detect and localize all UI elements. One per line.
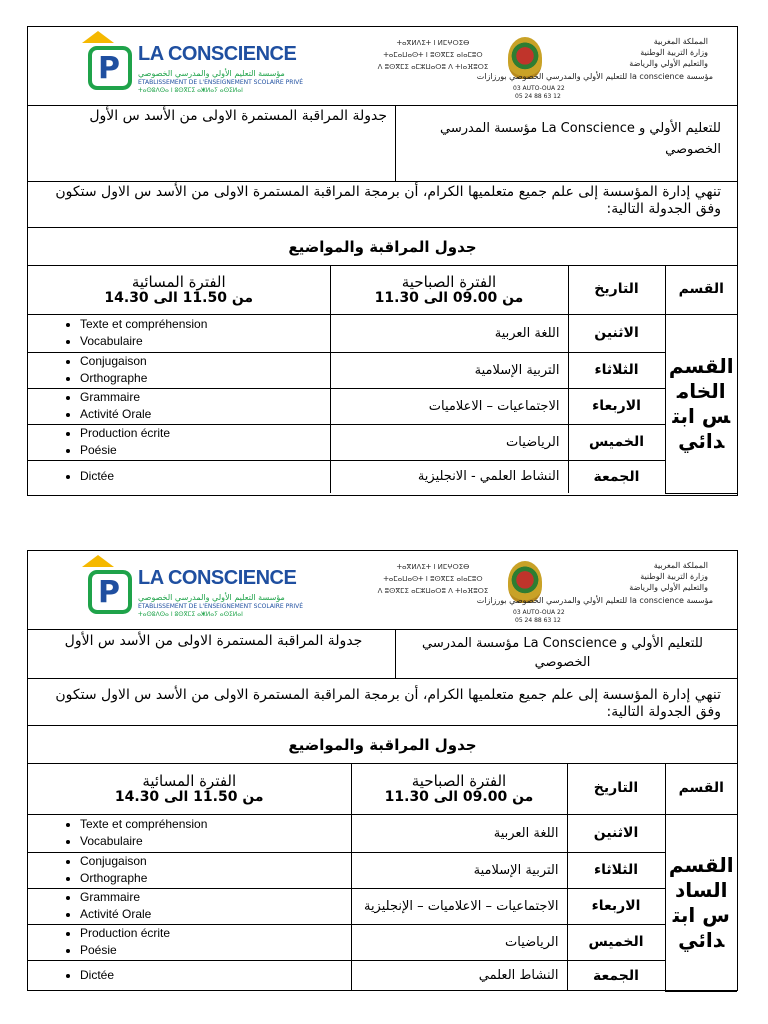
institution-name: للتعليم الأولي و La Conscience مؤسسة المدرسي الخصوصي (422, 636, 703, 670)
ministry-header (363, 559, 713, 625)
ministry-tifinagh-2: ⵜⴰⵎⴰⵡⴰⵙⵜ ⵏ ⵓⵙⴳⵎⵉ ⴰⵏⴰⵎⵓⵔ (383, 575, 483, 583)
morning-header: الفترة الصباحية من 09.00 الى 11.30 (351, 764, 567, 814)
logo-subtitle-tifinagh: ⵜⴰⵙⵓⴷⵙⴰ ⵏ ⵓⵙⴳⵎⵉ ⴰⵥⵍⴰⵢ ⴰⵙⵉⵍⴰⵏ (138, 87, 243, 94)
letterhead (28, 27, 737, 106)
schedule-sheet-grade5 (27, 26, 738, 496)
morning-header: الفترة الصباحية من 09.00 الى 11.30 (330, 266, 568, 314)
table-row (28, 814, 737, 852)
title-row (28, 630, 737, 679)
day-cell: الاربعاء (567, 888, 665, 924)
evening-subject: • Vocabulaire (80, 833, 351, 850)
authorization-code: 03 AUTO-OUA 22 (513, 85, 565, 92)
morning-subject: اللغة العربية (351, 814, 567, 852)
evening-subject: • Orthographe (80, 870, 351, 887)
ministry-header (363, 35, 713, 101)
graduation-cap-icon (82, 555, 114, 567)
morning-subject: الرياضيات (351, 924, 567, 960)
logo-subtitle-fr: ETABLISSEMENT DE L'ENSEIGNEMENT SCOLAIRE PRIVÉ (138, 603, 304, 610)
notice-text: تنهي إدارة المؤسسة إلى علم جميع متعلميها الكرام، أن برمجة المراقبة المستمرة الاولى من الأسد س الاول ستكون وفق الجدولة التالية: (28, 679, 737, 726)
morning-subject: التربية الإسلامية (351, 852, 567, 888)
day-cell: الجمعة (567, 960, 665, 991)
class-name: القسم الخامس ابتدائي (665, 314, 737, 493)
table-row (28, 388, 737, 424)
evening-subject: • Dictée (80, 468, 330, 485)
schedule-sheet-grade6 (27, 550, 738, 991)
evening-subject: • Conjugaison (80, 353, 330, 370)
evening-header: الفترة المسائية من 11.50 الى 14.30 (28, 764, 351, 814)
date-header: التاريخ (568, 266, 665, 314)
day-cell: الثلاثاء (567, 852, 665, 888)
evening-subject: • Activité Orale (80, 406, 330, 423)
evening-subject: • Vocabulaire (80, 333, 330, 350)
class-header: القسم (665, 764, 737, 814)
evening-subject: • Poésie (80, 442, 330, 459)
day-cell: الخميس (568, 424, 665, 460)
ministry-ar-1: المملكة المغربية (653, 37, 708, 46)
logo-subtitle-ar: مؤسسة التعليم الأولي والمدرسي الخصوصي (138, 593, 285, 602)
evening-subject: • Poésie (80, 942, 351, 959)
p-logo-icon: P (88, 46, 132, 90)
exam-schedule-title: جدولة المراقبة المستمرة الاولى من الأسد س الأول (28, 106, 396, 181)
logo-title: LA CONSCIENCE (138, 567, 297, 589)
class-header: القسم (665, 266, 737, 314)
school-logo (58, 555, 304, 625)
evening-subject: • Production écrite (80, 925, 351, 942)
table-row (28, 852, 737, 888)
evening-subject: • Orthographe (80, 370, 330, 387)
logo-subtitle-fr: ETABLISSEMENT DE L'ENSEIGNEMENT SCOLAIRE PRIVÉ (138, 79, 304, 86)
authorization-code: 03 AUTO-OUA 22 (513, 609, 565, 616)
day-cell: الاربعاء (568, 388, 665, 424)
table-header-row (28, 764, 737, 814)
date-header: التاريخ (567, 764, 665, 814)
evening-subject: • Production écrite (80, 425, 330, 442)
morning-subject: التربية الإسلامية (330, 352, 568, 388)
table-header-row (28, 266, 737, 314)
notice-text: تنهي إدارة المؤسسة إلى علم جميع متعلميها الكرام، أن برمجة المراقبة المستمرة الاولى من الأسد س الاول ستكون وفق الجدولة التالية: (28, 182, 737, 228)
morning-subject: النشاط العلمي (351, 960, 567, 991)
morning-subject: الاجتماعيات – الاعلاميات (330, 388, 568, 424)
ministry-ar-3: والتعليم الأولي والرياضة (629, 59, 708, 68)
morning-subject: النشاط العلمي - الانجليزية (330, 460, 568, 493)
phone-number: 05 24 88 63 12 (515, 617, 561, 624)
table-row (28, 960, 737, 991)
evening-subject: • Grammaire (80, 889, 351, 906)
title-row (28, 106, 737, 182)
institution-line: مؤسسة la conscience للتعليم الأولي والمدرسي الخصوصي بورزازات (476, 596, 713, 605)
table-row (28, 424, 737, 460)
logo-subtitle-tifinagh: ⵜⴰⵙⵓⴷⵙⴰ ⵏ ⵓⵙⴳⵎⵉ ⴰⵥⵍⴰⵢ ⴰⵙⵉⵍⴰⵏ (138, 611, 243, 618)
ministry-ar-2: وزارة التربية الوطنية (640, 48, 708, 57)
school-logo (58, 31, 304, 101)
evening-subject: • Activité Orale (80, 906, 351, 923)
phone-number: 05 24 88 63 12 (515, 93, 561, 100)
ministry-ar-2: وزارة التربية الوطنية (640, 572, 708, 581)
p-logo-icon: P (88, 570, 132, 614)
ministry-tifinagh-2: ⵜⴰⵎⴰⵡⴰⵙⵜ ⵏ ⵓⵙⴳⵎⵉ ⴰⵏⴰⵎⵓⵔ (383, 51, 483, 59)
table-row (28, 352, 737, 388)
ministry-ar-1: المملكة المغربية (653, 561, 708, 570)
day-cell: الخميس (567, 924, 665, 960)
institution-line: مؤسسة la conscience للتعليم الأولي والمدرسي الخصوصي بورزازات (476, 72, 713, 81)
letterhead (28, 551, 737, 630)
logo-subtitle-ar: مؤسسة التعليم الأولي والمدرسي الخصوصي (138, 69, 285, 78)
table-row (28, 460, 737, 493)
ministry-tifinagh-3: ⴷ ⵓⵙⴳⵎⵉ ⴰⵎⵣⵡⴰⵔⵓ ⴷ ⵜⵏⴰⴼⵓⵔⵉ (377, 587, 489, 595)
morning-subject: اللغة العربية (330, 314, 568, 352)
ministry-tifinagh-1: ⵜⴰⴳⵍⴷⵉⵜ ⵏ ⵍⵎⵖⵔⵉⴱ (396, 39, 470, 47)
evening-header: الفترة المسائية من 11.50 الى 14.30 (28, 266, 330, 314)
exam-schedule-title: جدولة المراقبة المستمرة الاولى من الأسد س الأول (28, 630, 396, 678)
graduation-cap-icon (82, 31, 114, 43)
ministry-tifinagh-1: ⵜⴰⴳⵍⴷⵉⵜ ⵏ ⵍⵎⵖⵔⵉⴱ (396, 563, 470, 571)
schedule-title: جدول المراقبة والمواضيع (28, 228, 737, 266)
evening-subject: • Conjugaison (80, 853, 351, 870)
morning-subject: الرياضيات (330, 424, 568, 460)
day-cell: الجمعة (568, 460, 665, 493)
table-row (28, 888, 737, 924)
morning-subject: الاجتماعيات – الاعلاميات – الإنجليزية (351, 888, 567, 924)
logo-title: LA CONSCIENCE (138, 43, 297, 65)
institution-name: للتعليم الأولي و La Conscience مؤسسة المدرسي الخصوصي (440, 121, 721, 157)
schedule-table (28, 266, 737, 494)
table-row (28, 314, 737, 352)
ministry-ar-3: والتعليم الأولي والرياضة (629, 583, 708, 592)
schedule-title: جدول المراقبة والمواضيع (28, 726, 737, 764)
evening-subject: • Grammaire (80, 389, 330, 406)
schedule-table (28, 764, 737, 992)
ministry-tifinagh-3: ⴷ ⵓⵙⴳⵎⵉ ⴰⵎⵣⵡⴰⵔⵓ ⴷ ⵜⵏⴰⴼⵓⵔⵉ (377, 63, 489, 71)
evening-subject: • Texte et compréhension (80, 816, 351, 833)
day-cell: الاثنين (567, 814, 665, 852)
class-name: القسم السادس ابتدائي (665, 814, 737, 991)
evening-subject: • Dictée (80, 967, 351, 984)
day-cell: الثلاثاء (568, 352, 665, 388)
day-cell: الاثنين (568, 314, 665, 352)
table-row (28, 924, 737, 960)
evening-subject: • Texte et compréhension (80, 316, 330, 333)
